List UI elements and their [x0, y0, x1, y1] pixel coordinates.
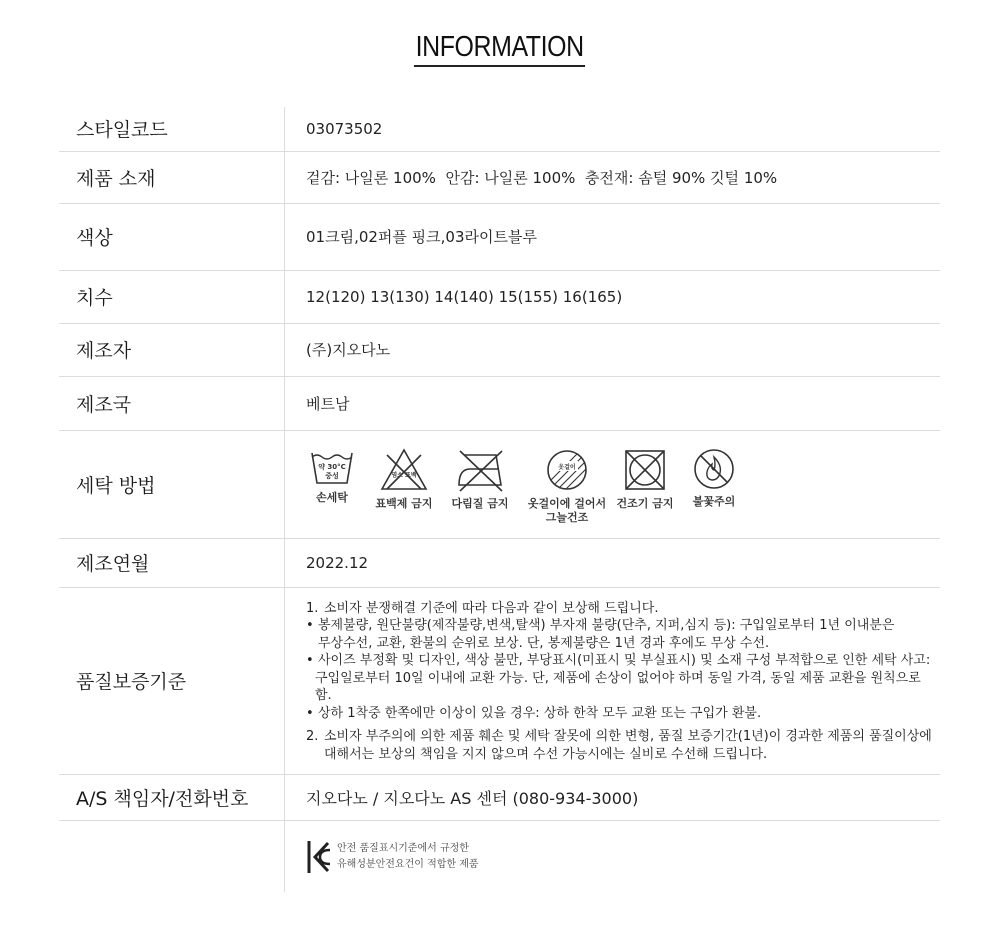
care-fire-caution-label: 불꽃주의 — [692, 495, 736, 508]
row-material — [59, 151, 940, 203]
title-block — [0, 30, 1000, 67]
warranty-bullet-3-text: 상하 1착중 한쪽에만 이상이 있을 경우: 상하 한착 모두 교환 또는 구입가 환불. — [318, 705, 762, 721]
label-warranty: 품질보증기준 — [59, 587, 285, 774]
care-no-bleach — [372, 447, 436, 511]
kc-text-line-2: 유해성분안전요건이 적합한 제품 — [337, 859, 479, 871]
row-color — [59, 203, 940, 270]
care-no-bleach-label: 표백제 금지 — [375, 497, 433, 510]
warranty-bullet-1-line-2: 무상수선, 교환, 환불의 순위로 보상. 단, 봉제불량은 1년 경과 후에도 무상 수선. — [318, 635, 770, 651]
bullet-mark: • — [306, 705, 314, 721]
warranty-bullet-2-line-2: 구입일로부터 10일 이내에 교환 가능. 단, 제품에 손상이 없어야 하며 동일 가격, 동일 제품 교환을 원칙으로 함. — [315, 670, 921, 704]
warranty-text — [306, 588, 940, 774]
row-style-code — [59, 107, 940, 151]
care-symbols — [306, 443, 940, 525]
warranty-item-1-text: 소비자 분쟁해결 기준에 따라 다음과 같이 보상해 드립니다. — [324, 600, 659, 616]
warranty-bullet-1 — [306, 617, 940, 652]
warranty-bullet-1-line-1: 봉제불량, 원단불량(제작불량,변색,탈색) 부자재 불량(단추, 지퍼,심지 등): 구입일로부터 1년 이내분은 — [318, 618, 895, 634]
value-washing — [285, 430, 941, 538]
row-warranty — [59, 587, 940, 774]
warranty-bullet-2-line-1: 사이즈 부정확 및 디자인, 색상 불만, 부당표시(미표시 및 부실표시) 및 소재 구성 부적합으로 인한 세탁 사고: — [318, 653, 931, 669]
value-color: 01크림,02퍼플 핑크,03라이트블루 — [285, 203, 941, 270]
label-size: 치수 — [59, 270, 285, 323]
bullet-mark: • — [306, 653, 314, 669]
hang-dry-icon-text: 옷걸이 — [558, 464, 576, 471]
value-warranty — [285, 587, 941, 774]
label-style-code: 스타일코드 — [59, 107, 285, 151]
label-color: 색상 — [59, 203, 285, 270]
no-bleach-icon-text: 염소 표백 — [391, 472, 417, 479]
care-no-tumble-dry-label: 건조기 금지 — [616, 497, 674, 510]
warranty-item-2-line-1: 소비자 부주의에 의한 제품 훼손 및 세탁 잘못에 의한 변형, 품질 보증기간(1년)이 경과한 제품의 품질이상에 — [324, 729, 932, 745]
no-bleach-icon — [379, 447, 429, 493]
info-table — [59, 107, 940, 892]
kc-certification — [306, 836, 940, 876]
warranty-item-2-line-2: 대해서는 보상의 책임을 지지 않으며 수선 가능시에는 실비로 수선해 드립니다. — [324, 746, 768, 762]
care-hand-wash — [306, 447, 358, 505]
kc-text — [337, 841, 479, 873]
warranty-bullet-2 — [306, 652, 940, 705]
hang-dry-shade-icon — [544, 447, 590, 493]
label-as: A/S 책임자/전화번호 — [59, 774, 285, 820]
warranty-number-2: 2. — [306, 729, 319, 745]
care-no-iron-label: 다림질 금지 — [451, 497, 509, 510]
value-kc — [285, 820, 941, 892]
care-hang-dry-label-1: 옷걸이에 걸어서 — [527, 497, 607, 510]
hand-wash-icon — [310, 447, 354, 487]
value-manufacturer: (주)지오다노 — [285, 323, 941, 376]
row-as — [59, 774, 940, 820]
warranty-bullet-3 — [306, 705, 940, 723]
warranty-number-1: 1. — [306, 600, 319, 616]
label-country: 제조국 — [59, 376, 285, 430]
label-date: 제조연월 — [59, 538, 285, 587]
fire-caution-icon — [692, 447, 736, 491]
warranty-item-2 — [306, 728, 940, 763]
care-hang-dry — [522, 447, 612, 525]
hand-wash-temp: 약 30°C — [318, 463, 346, 471]
no-iron-icon — [454, 447, 506, 493]
row-kc — [59, 820, 940, 892]
label-washing: 세탁 방법 — [59, 430, 285, 538]
warranty-item-1 — [306, 600, 940, 618]
care-hang-dry-label-2: 그늘건조 — [545, 511, 589, 524]
row-date — [59, 538, 940, 587]
value-country: 베트남 — [285, 376, 941, 430]
value-date: 2022.12 — [285, 538, 941, 587]
care-hand-wash-label: 손세탁 — [316, 491, 348, 504]
kc-mark-icon — [306, 838, 332, 876]
bullet-mark: • — [306, 618, 314, 634]
value-style-code: 03073502 — [285, 107, 941, 151]
value-material: 겉감: 나일론 100% 안감: 나일론 100% 충전재: 솜털 90% 깃털 10% — [285, 151, 941, 203]
label-kc-empty — [59, 820, 285, 892]
label-manufacturer: 제조자 — [59, 323, 285, 376]
row-washing — [59, 430, 940, 538]
no-tumble-dry-icon — [622, 447, 668, 493]
care-no-tumble-dry — [614, 447, 676, 511]
care-fire-caution — [686, 447, 742, 509]
row-size — [59, 270, 940, 323]
row-country — [59, 376, 940, 430]
kc-text-line-1: 안전 품질표시기준에서 규정한 — [337, 843, 469, 855]
care-no-iron — [448, 447, 512, 511]
label-material: 제품 소재 — [59, 151, 285, 203]
row-manufacturer — [59, 323, 940, 376]
value-size: 12(120) 13(130) 14(140) 15(155) 16(165) — [285, 270, 941, 323]
page-title: INFORMATION — [414, 30, 585, 67]
hand-wash-neutral: 중성 — [325, 472, 339, 480]
value-as: 지오다노 / 지오다노 AS 센터 (080-934-3000) — [285, 774, 941, 820]
